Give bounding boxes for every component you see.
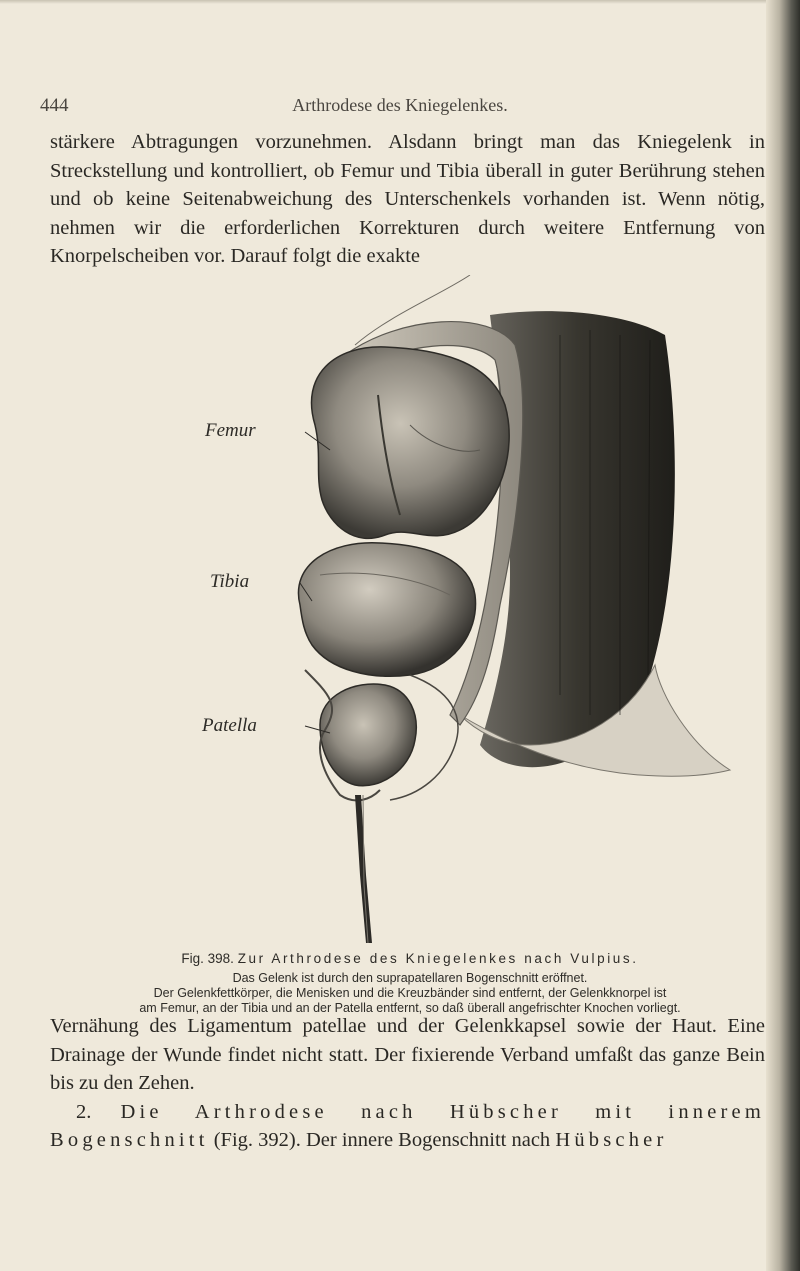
section-title: Die Arthrodese nach Hübscher mit innerem Bogenschnitt (50, 1100, 766, 1152)
page-top-shadow (0, 0, 800, 4)
label-femur: Femur (205, 420, 256, 441)
body-text-bottom (50, 1012, 765, 1155)
section-number: 2. (76, 1100, 92, 1123)
knee-drawing (260, 275, 780, 945)
page-number: 444 (40, 95, 69, 116)
figure-caption-title (40, 951, 780, 966)
body-text-top: stärkere Abtragungen vorzunehmen. Alsdann bringt man das Kniegelenk in Streckstellung und kontrolliert, ob Femur und Tibia überall in guter Berührung stehen und ob keine Seitenabweichung des Unterschenkels vorhanden ist. Wenn nötig, nehmen wir die erforderlichen Korrekturen durch weitere Entfernung von Knorpelscheiben vor. Darauf folgt die exakte (50, 131, 765, 268)
page-header (40, 95, 760, 125)
caption-line-1: Das Gelenk ist durch den suprapatellaren Bogenschnitt eröffnet. (232, 971, 588, 985)
author-name: Hübscher (555, 1129, 668, 1152)
body-text-bottom-b: (Fig. 392). Der innere Bogenschnitt nach (213, 1129, 551, 1152)
caption-line-2: Der Gelenkfettkörper, die Menisken und die Kreuzbänder sind entfernt, der Gelenkknorpel ist (153, 986, 667, 1000)
running-title: Arthrodese des Kniegelenkes. (292, 95, 508, 115)
label-tibia: Tibia (210, 571, 250, 592)
figure-caption-body (40, 971, 780, 1016)
body-text-bottom-a: Vernähung des Ligamentum patellae und der Gelenkkapsel sowie der Haut. Eine Drainage der Wunde findet nicht statt. Der fixierende Verband umfaßt das ganze Bein bis zu den Zehen. (50, 1015, 765, 1095)
knee-illustration (202, 275, 780, 945)
label-patella: Patella (202, 715, 257, 736)
caption-line-3: am Femur, an der Tibia und an der Patella entfernt, so daß überall angefrischter Knochen vorliegt. (139, 1001, 681, 1015)
figure-title: Zur Arthrodese des Kniegelenkes nach Vulpius. (237, 951, 639, 966)
figure-number: Fig. 398. (181, 951, 234, 966)
